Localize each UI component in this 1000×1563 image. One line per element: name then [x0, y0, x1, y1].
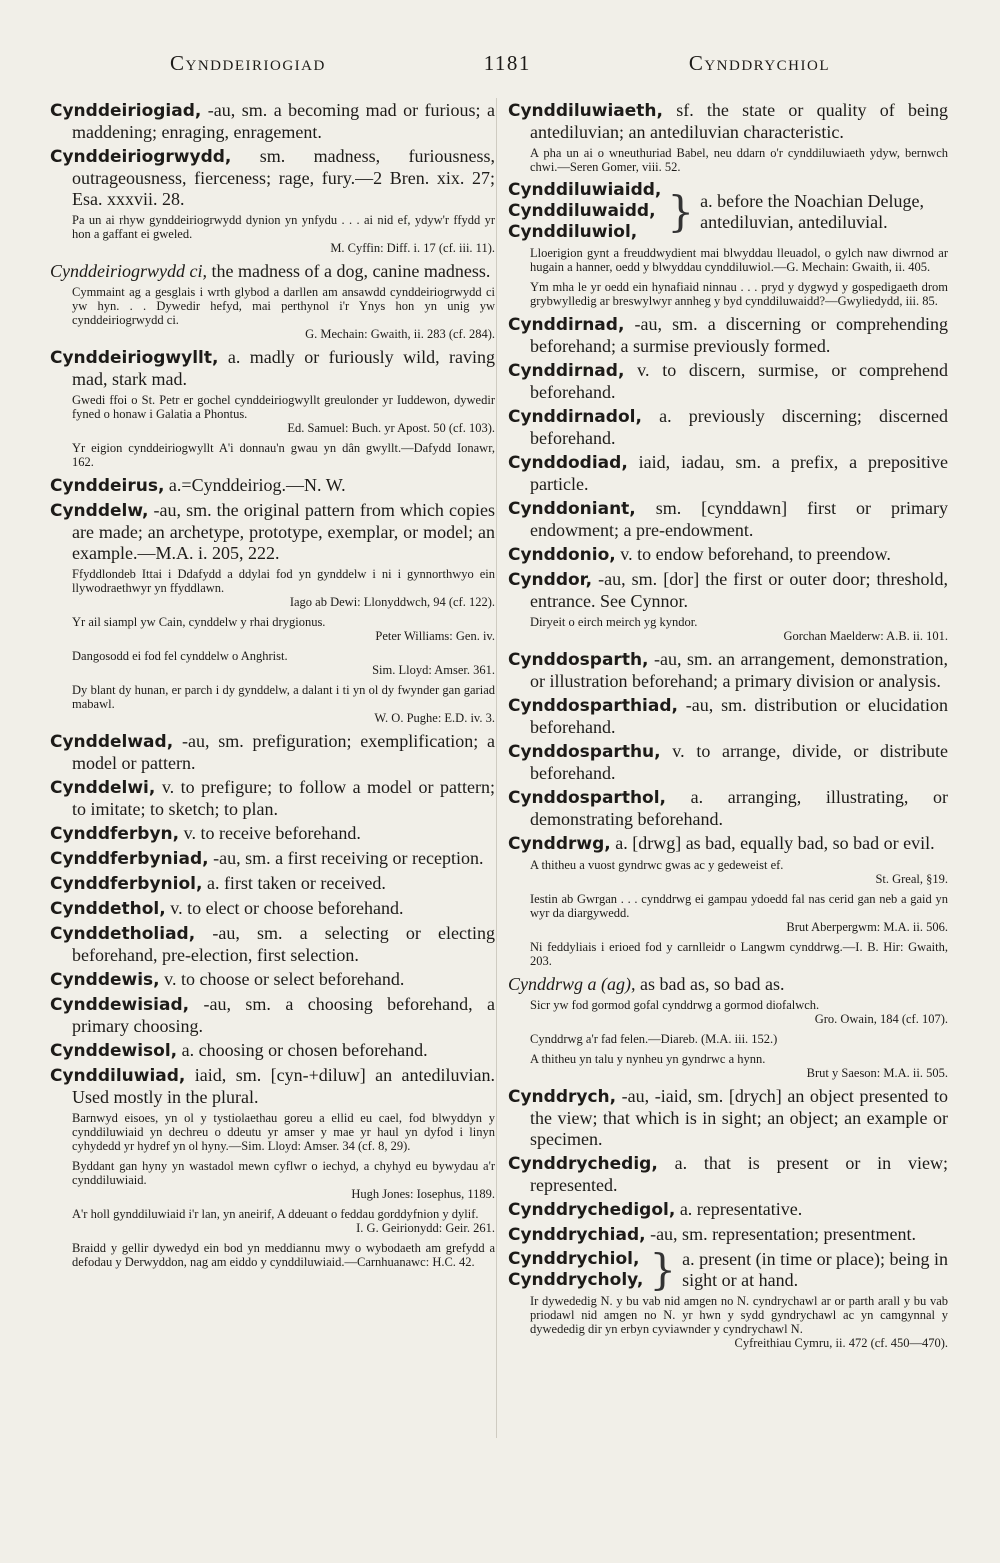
definition: -au, sm. representation; presentment.	[645, 1224, 916, 1244]
dictionary-entry	[508, 1224, 948, 1246]
definition: a. [drwg] as bad, equally bad, so bad or evil.	[610, 833, 935, 853]
dictionary-entry	[50, 823, 495, 845]
definition: iaid, iadau, sm. a prefix, a prepositive particle.	[530, 452, 948, 494]
dictionary-entry	[508, 974, 948, 995]
definition: v. to endow beforehand, to preendow.	[615, 544, 891, 564]
citation-quote: Cymmaint ag a gesglais i wrth glybod a darllen am ansawdd cynddeiriogrwydd ci yw hyn. . . Dywedir hefyd, mai perthynol i'r Ynys hon yn unig yw cynddeiriogrwydd ci. G. Mechain: Gwaith, ii. 283 (cf. 284).	[72, 285, 495, 341]
definition: a. first taken or received.	[202, 873, 386, 893]
definition: iaid, sm. [cyn-+diluw] an antediluvian. Used mostly in the plural.	[72, 1065, 495, 1107]
definition: v. to choose or select beforehand.	[159, 969, 405, 989]
dictionary-entry	[50, 347, 495, 390]
dictionary-entry	[50, 146, 495, 210]
headword: Cynddrych,	[508, 1087, 617, 1107]
dictionary-entry	[508, 498, 948, 541]
definition: a. previously discerning; discerned beforehand.	[530, 406, 948, 448]
dictionary-entry	[50, 994, 495, 1037]
right-column	[508, 100, 948, 1356]
citation-quote: Ir dywededig N. y bu vab nid amgen no N. cyndrychawl ar or parth arall y bu vab priodawl nid amgen no N. yr hwn y sydd gyndrychawl ac yn camgynnal y dywededig dir yn erbyn cyviawnder y cyndrychawl N. Cyfreithiau Cymru, ii. 472 (cf. 450—470).	[530, 1294, 948, 1350]
dictionary-entry	[50, 261, 495, 282]
headword: Cynddiluwaidd,	[508, 201, 656, 221]
headword: Cynddiluwiad,	[50, 1066, 186, 1086]
headword: Cynddelw,	[50, 501, 149, 521]
definition: -au, sm. a becoming mad or furious; a maddening; enraging, enragement.	[72, 100, 495, 142]
headword: Cynddethol,	[50, 899, 166, 919]
citation-quote: Pa un ai rhyw gynddeiriogrwydd dynion yn ynfydu . . . ai nid ef, ydyw'r ffydd yr hon a gaffant ei gweled. M. Cyffin: Diff. i. 17 (cf. iii. 11).	[72, 213, 495, 255]
headword: Cynddewisol,	[50, 1041, 178, 1061]
citation-quote: Braidd y gellir dywedyd ein bod yn meddiannu mwy o wybodaeth am grefydd a defodau y Derwyddon, nag am eiddo y cynddiluwiaid.—Carnhuanawc: H.C. 42.	[72, 1241, 495, 1269]
headword: Cynddeirus,	[50, 476, 165, 496]
headword: Cynddiluwiaeth,	[508, 101, 663, 121]
dictionary-entry	[50, 873, 495, 895]
citation-source: Hugh Jones: Iosephus, 1189.	[351, 1187, 495, 1201]
definition: -au, -iaid, sm. [drych] an object presented to the view; that which is in sight; an object; an example or specimen.	[530, 1086, 948, 1149]
headword: Cynddferbyn,	[50, 824, 180, 844]
dictionary-entry	[50, 848, 495, 870]
dictionary-entry	[508, 314, 948, 357]
citation-source: Gorchan Maelderw: A.B. ii. 101.	[783, 629, 948, 643]
headword: Cynddrychedigol,	[508, 1200, 676, 1220]
citation-quote: A thitheu yn talu y nynheu yn gyndrwc a hynn. Brut y Saeson: M.A. ii. 505.	[530, 1052, 948, 1080]
headword: Cynddeiriogwyllt,	[50, 348, 219, 368]
page-header	[170, 48, 830, 78]
headword: Cynddelwi,	[50, 778, 156, 798]
dictionary-entry	[50, 969, 495, 991]
definition: a. choosing or chosen beforehand.	[177, 1040, 428, 1060]
dictionary-entry	[50, 1040, 495, 1062]
headword: Cynddeiriogrwydd,	[50, 147, 232, 167]
headword: Cynddiluwiol,	[508, 222, 638, 242]
dictionary-entry	[508, 569, 948, 612]
definition: sf. the state or quality of being antediluvian; an antediluvian characteristic.	[530, 100, 948, 142]
citation-source: Peter Williams: Gen. iv.	[375, 629, 495, 643]
headword: Cynddor,	[508, 570, 593, 590]
citation-source: Cyfreithiau Cymru, ii. 472 (cf. 450—470).	[734, 1336, 948, 1350]
headword: Cynddferbyniad,	[50, 849, 209, 869]
dictionary-entry	[508, 649, 948, 692]
definition: -au, sm. a selecting or electing beforehand, pre-election, first selection.	[72, 923, 495, 965]
definition: sm. madness, furiousness, outrageousness, fierceness; rage, fury.—2 Bren. xix. 27; Esa. xxxvii. 28.	[72, 146, 495, 209]
citation-source: W. O. Pughe: E.D. iv. 3.	[374, 711, 495, 725]
dictionary-entry	[508, 452, 948, 495]
headword: Cynddirnad,	[508, 315, 625, 335]
sub-headword: Cynddeiriogrwydd ci,	[50, 261, 207, 281]
grouped-entry	[508, 180, 948, 243]
definition: a. that is present or in view; represented.	[530, 1153, 948, 1195]
citation-source: Brut y Saeson: M.A. ii. 505.	[806, 1066, 948, 1080]
dictionary-entry	[508, 360, 948, 403]
definition: as bad as, so bad as.	[635, 974, 785, 994]
headword: Cynddosparthol,	[508, 788, 667, 808]
dictionary-entry	[50, 777, 495, 820]
definition: a. representative.	[675, 1199, 803, 1219]
definition: -au, sm. the original pattern from which copies are made; an archetype, prototype, exemplar, or model; an example.—M.A. i. 205, 222.	[72, 500, 495, 563]
dictionary-entry	[50, 898, 495, 920]
citation-source: I. G. Geirionydd: Geir. 261.	[356, 1221, 495, 1235]
headword: Cynddetholiad,	[50, 924, 196, 944]
citation-quote: Diryeit o eirch meirch yg kyndor. Gorchan Maelderw: A.B. ii. 101.	[530, 615, 948, 643]
bracket-symbol: }	[667, 186, 695, 236]
definition: a. madly or furiously wild, raving mad, stark mad.	[72, 347, 495, 389]
definition: a. present (in time or place); being in sight or at hand.	[682, 1249, 949, 1290]
header-right-guideword: Cynddrychiol	[688, 50, 830, 75]
headword: Cynddelwad,	[50, 732, 174, 752]
sub-headword: Cynddrwg a (ag),	[508, 974, 636, 994]
definition: -au, sm. a first receiving or reception.	[208, 848, 484, 868]
headword: Cynddiluwiaidd,	[508, 180, 662, 200]
headword: Cynddrychiad,	[508, 1225, 646, 1245]
citation-quote: Ni feddyliais i erioed fod y carnlleidr o Langwm cynddrwg.—I. B. Hir: Gwaith, 203.	[530, 940, 948, 968]
headword: Cynddirnadol,	[508, 407, 642, 427]
definition: v. to arrange, divide, or distribute beforehand.	[530, 741, 948, 783]
headword: Cynddrycholy,	[508, 1270, 644, 1290]
dictionary-entry	[50, 1065, 495, 1108]
definition: a. before the Noachian Deluge, antediluvian, antediluvial.	[700, 190, 925, 232]
citation-quote: Yr ail siampl yw Cain, cynddelw y rhai drygionus. Peter Williams: Gen. iv.	[72, 615, 495, 643]
citation-quote: Barnwyd eisoes, yn ol y tystiolaethau goreu a ellid eu cael, fod blwyddyn y cynddiluwiaid yn dechreu o ddeutu yr amser y mae yr haul yn dyfod i linyn cyhydedd yr hydref yn ol hyny.—Sim. Lloyd: Amser. 34 (cf. 8, 29).	[72, 1111, 495, 1153]
headword: Cynddrwg,	[508, 834, 611, 854]
headword: Cynddodiad,	[508, 453, 628, 473]
definition: the madness of a dog, canine madness.	[206, 261, 491, 281]
citation-source: St. Greal, §19.	[875, 872, 948, 886]
citation-quote: Dy blant dy hunan, er parch i dy gynddelw, a dalant i ti yn ol dy fwynder gan gariad mabawl. W. O. Pughe: E.D. iv. 3.	[72, 683, 495, 725]
dictionary-entry	[508, 695, 948, 738]
headword: Cynddoniant,	[508, 499, 636, 519]
citation-quote: A'r holl gynddiluwiaid i'r lan, yn aneirif, A ddeuant o feddau gorddyfnion y dylif. I. G. Geirionydd: Geir. 261.	[72, 1207, 495, 1235]
bracket-symbol: }	[649, 1245, 677, 1294]
left-column	[50, 100, 495, 1275]
citation-source: Sim. Lloyd: Amser. 361.	[372, 663, 495, 677]
definition: v. to prefigure; to follow a model or pattern; to imitate; to sketch; to plan.	[72, 777, 495, 819]
citation-quote: Gwedi ffoi o St. Petr er gochel cynddeiriogwyllt greulonder yr Iuddewon, dywedir fyned o honaw i Galatia a Phontus. Ed. Samuel: Buch. yr Apost. 50 (cf. 103).	[72, 393, 495, 435]
definition: sm. [cynddawn] first or primary endowment; a pre-endowment.	[530, 498, 948, 540]
dictionary-entry	[508, 100, 948, 143]
headword: Cynddferbyniol,	[50, 874, 203, 894]
dictionary-entry	[508, 1086, 948, 1150]
dictionary-entry	[50, 100, 495, 143]
definition: -au, sm. distribution or elucidation beforehand.	[530, 695, 948, 737]
headword: Cynddosparthu,	[508, 742, 661, 762]
citation-quote: Ffyddlondeb Ittai i Ddafydd a ddylai fod yn gynddelw i ni i gynnorthwyo ein llywodraethwyr yn ffyddlawn. Iago ab Dewi: Llonyddwch, 94 (cf. 122).	[72, 567, 495, 609]
headword: Cynddeiriogiad,	[50, 101, 202, 121]
citation-quote: Dangosodd ei fod fel cynddelw o Anghrist. Sim. Lloyd: Amser. 361.	[72, 649, 495, 677]
dictionary-entry	[508, 406, 948, 449]
definition: -au, sm. an arrangement, demonstration, or illustration beforehand; a primary division or analysis.	[530, 649, 948, 691]
dictionary-entry	[50, 923, 495, 966]
grouped-headwords	[508, 180, 661, 243]
definition: -au, sm. a discerning or comprehending beforehand; a surmise previously formed.	[530, 314, 948, 356]
grouped-entry	[508, 1245, 949, 1294]
dictionary-entry	[508, 833, 948, 855]
definition: -au, sm. a choosing beforehand, a primary choosing.	[72, 994, 495, 1036]
page-number: 1181	[483, 50, 531, 75]
citation-source: Ed. Samuel: Buch. yr Apost. 50 (cf. 103).	[287, 421, 495, 435]
definition: a. arranging, illustrating, or demonstrating beforehand.	[530, 787, 948, 829]
headword: Cynddrychedig,	[508, 1154, 658, 1174]
definition: v. to receive beforehand.	[179, 823, 361, 843]
headword: Cynddosparthiad,	[508, 696, 678, 716]
headword: Cynddewis,	[50, 970, 160, 990]
definition: -au, sm. [dor] the first or outer door; threshold, entrance. See Cynnor.	[530, 569, 948, 611]
headword: Cynddrychiol,	[508, 1249, 640, 1269]
definition: a.=Cynddeiriog.—N. W.	[164, 475, 346, 495]
dictionary-entry	[508, 787, 948, 830]
citation-source: Gro. Owain, 184 (cf. 107).	[814, 1012, 948, 1026]
dictionary-entry	[50, 475, 495, 497]
citation-quote: Lloerigion gynt a freuddwydient mai blwyddau lleuadol, o gylch naw diwrnod ar hugain a hanner, oedd y blwyddau cynddiluwiol.—G. Mechain: Gwaith, ii. 405.	[530, 246, 948, 274]
headword: Cynddosparth,	[508, 650, 649, 670]
citation-quote: Ym mha le yr oedd ein hynafiaid ninnau . . . pryd y dygwyd y gospedigaeth drom grybwylledig ar breswylwyr annheg y byd cynddiluwaidd?—Gwyliedydd, iii. 85.	[530, 280, 948, 308]
headword: Cynddewisiad,	[50, 995, 190, 1015]
dictionary-entry	[508, 544, 948, 566]
headword: Cynddirnad,	[508, 361, 625, 381]
headword: Cynddonio,	[508, 545, 616, 565]
definition: v. to elect or choose beforehand.	[165, 898, 404, 918]
column-divider	[496, 98, 497, 1438]
citation-quote: Byddant gan hyny yn wastadol mewn cyflwr o iechyd, a chyhyd eu bywydau a'r cynddiluwiaid. Hugh Jones: Iosephus, 1189.	[72, 1159, 495, 1201]
header-left-guideword: Cynddeiriogiad	[170, 50, 326, 75]
dictionary-entry	[50, 731, 495, 774]
dictionary-entry	[508, 741, 948, 784]
grouped-headwords	[508, 1249, 643, 1291]
citation-source: G. Mechain: Gwaith, ii. 283 (cf. 284).	[305, 327, 495, 341]
citation-quote: Cynddrwg a'r fad felen.—Diareb. (M.A. iii. 152.)	[530, 1032, 778, 1046]
dictionary-entry	[50, 500, 495, 564]
definition: v. to discern, surmise, or comprehend beforehand.	[530, 360, 948, 402]
citation-quote: A pha un ai o wneuthuriad Babel, neu ddarn o'r cynddiluwiaeth ydyw, bernwch chwi.—Seren Gomer, viii. 52.	[530, 146, 948, 174]
dictionary-entry	[508, 1153, 948, 1196]
definition: -au, sm. prefiguration; exemplification; a model or pattern.	[72, 731, 495, 773]
citation-quote: Iestin ab Gwrgan . . . cynddrwg ei gampau ydoedd fal nas cerid gan neb a gaid yn wyr da diargywedd. Brut Aberpergwm: M.A. ii. 506.	[530, 892, 948, 934]
citation-quote: Yr eigion cynddeiriogwyllt A'i donnau'n gwau yn dân gwyllt.—Dafydd Ionawr, 162.	[72, 441, 495, 469]
citation-source: M. Cyffin: Diff. i. 17 (cf. iii. 11).	[330, 241, 495, 255]
dictionary-entry	[508, 1199, 948, 1221]
citation-quote: A thitheu a vuost gyndrwc gwas ac y gedeweist ef. St. Greal, §19.	[530, 858, 948, 886]
citation-quote: Sicr yw fod gormod gofal cynddrwg a gormod diofalwch. Gro. Owain, 184 (cf. 107).	[530, 998, 948, 1026]
citation-source: Brut Aberpergwm: M.A. ii. 506.	[786, 920, 948, 934]
citation-source: Iago ab Dewi: Llonyddwch, 94 (cf. 122).	[289, 595, 495, 609]
